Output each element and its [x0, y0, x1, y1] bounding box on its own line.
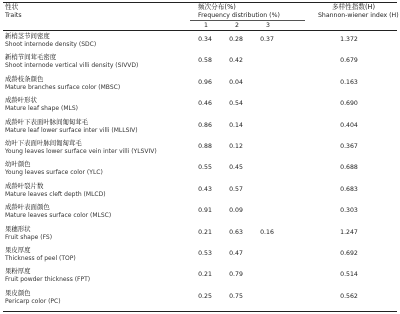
trait-name-cn: 果皮颜色	[5, 288, 31, 297]
diversity-index-value: 0.692	[340, 250, 358, 257]
trait-name-en: Shoot internode vertical villi density (SIVVD)	[5, 62, 139, 70]
frequency-value-2: 0.57	[229, 185, 243, 193]
trait-name-en: Young leaves surface color (YLC)	[5, 169, 103, 177]
frequency-value-2: 0.04	[229, 78, 243, 86]
frequency-value-1: 0.21	[198, 228, 212, 236]
trait-name-en: Fruit powder thickness (FPT)	[5, 276, 91, 284]
frequency-value-1: 0.21	[198, 271, 212, 279]
frequency-value-2: 0.63	[229, 228, 243, 236]
frequency-value-1: 0.91	[198, 207, 212, 215]
diversity-index-value: 1.247	[340, 228, 358, 236]
frequency-value-2: 0.14	[229, 121, 243, 129]
trait-name-cn: 成龄枝条颜色	[5, 74, 44, 83]
frequency-subrule	[190, 20, 305, 21]
subheader-3: 3	[266, 22, 270, 29]
bottom-rule	[3, 311, 397, 312]
frequency-value-2: 0.75	[229, 292, 243, 300]
trait-name-cn: 幼叶颜色	[5, 160, 31, 169]
trait-name-cn: 幼叶下表面叶脉间匍匐茸毛	[5, 139, 82, 147]
frequency-value-2: 0.45	[229, 164, 243, 172]
frequency-value-1: 0.86	[198, 121, 212, 129]
header-frequency-en: Frequency distribution (%)	[198, 12, 280, 19]
diversity-index-value: 0.404	[340, 121, 358, 129]
trait-name-en: Mature leaves surface color (MLSC)	[5, 212, 112, 220]
trait-name-cn: 果粉厚度	[5, 267, 31, 276]
frequency-value-1: 0.34	[198, 36, 212, 43]
header-frequency: 频次分布(%)	[198, 3, 236, 11]
frequency-value-2: 0.12	[229, 143, 243, 150]
frequency-value-2: 0.28	[229, 36, 243, 43]
diversity-index-value: 0.690	[340, 100, 358, 108]
trait-name-cn: 新梢茎节间密度	[5, 32, 50, 40]
trait-name-cn: 果穗形状	[5, 224, 31, 233]
frequency-value-1: 0.53	[198, 250, 212, 257]
trait-name-cn: 新梢节间茸毛密度	[5, 53, 57, 62]
frequency-value-3: 0.37	[260, 36, 274, 43]
header-diversity-en: Shannon-wiener index (H)	[318, 12, 399, 19]
frequency-value-1: 0.43	[198, 185, 212, 193]
diversity-index-value: 0.303	[340, 207, 358, 215]
diversity-index-value: 0.688	[340, 164, 358, 172]
diversity-index-value: 0.514	[340, 271, 358, 279]
frequency-value-1: 0.88	[198, 143, 212, 150]
diversity-index-value: 0.683	[340, 185, 358, 193]
frequency-value-2: 0.09	[229, 207, 243, 215]
frequency-value-2: 0.54	[229, 100, 243, 108]
trait-name-en: Mature branches surface color (MBSC)	[5, 83, 121, 91]
header-trait: 性状	[5, 3, 19, 11]
frequency-value-3: 0.16	[260, 228, 274, 236]
frequency-value-1: 0.25	[198, 292, 212, 300]
trait-name-en: Pericarp color (PC)	[5, 297, 61, 305]
header-diversity: 多样性指数(H)	[332, 3, 376, 11]
frequency-value-1: 0.58	[198, 57, 212, 65]
diversity-index-value: 0.367	[340, 143, 358, 150]
frequency-value-1: 0.96	[198, 78, 212, 86]
trait-name-en: Thickness of peel (TOP)	[5, 255, 76, 262]
frequency-value-2: 0.47	[229, 250, 243, 257]
frequency-value-2: 0.42	[229, 57, 243, 65]
trait-name-cn: 成龄叶下表面叶脉间匍匐茸毛	[5, 117, 89, 126]
trait-name-cn: 成龄叶形状	[5, 96, 37, 105]
subheader-2: 2	[235, 22, 239, 29]
trait-name-en: Young leaves lower surface vein inter villi (YLSVIV)	[5, 148, 157, 155]
frequency-value-2: 0.79	[229, 271, 243, 279]
header-rule	[3, 30, 397, 31]
header-trait-en: Traits	[5, 12, 22, 19]
trait-name-en: Fruit shape (FS)	[5, 233, 53, 241]
trait-name-cn: 果皮厚度	[5, 246, 31, 254]
diversity-index-value: 0.163	[340, 78, 358, 86]
subheader-1: 1	[204, 22, 208, 29]
diversity-index-value: 0.679	[340, 57, 358, 65]
trait-name-en: Mature leaf lower surface inter villi (MLLSIV)	[5, 126, 138, 134]
trait-name-en: Mature leaf shape (MLS)	[5, 105, 79, 113]
trait-name-cn: 成龄叶表面颜色	[5, 203, 50, 212]
frequency-value-1: 0.46	[198, 100, 212, 108]
diversity-index-value: 0.562	[340, 292, 358, 300]
trait-name-en: Shoot internode density (SDC)	[5, 41, 97, 48]
frequency-value-1: 0.55	[198, 164, 212, 172]
trait-name-en: Mature leaves cleft depth (MLCD)	[5, 190, 106, 198]
diversity-index-value: 1.372	[340, 36, 358, 43]
trait-name-cn: 成龄叶裂片数	[5, 181, 44, 190]
